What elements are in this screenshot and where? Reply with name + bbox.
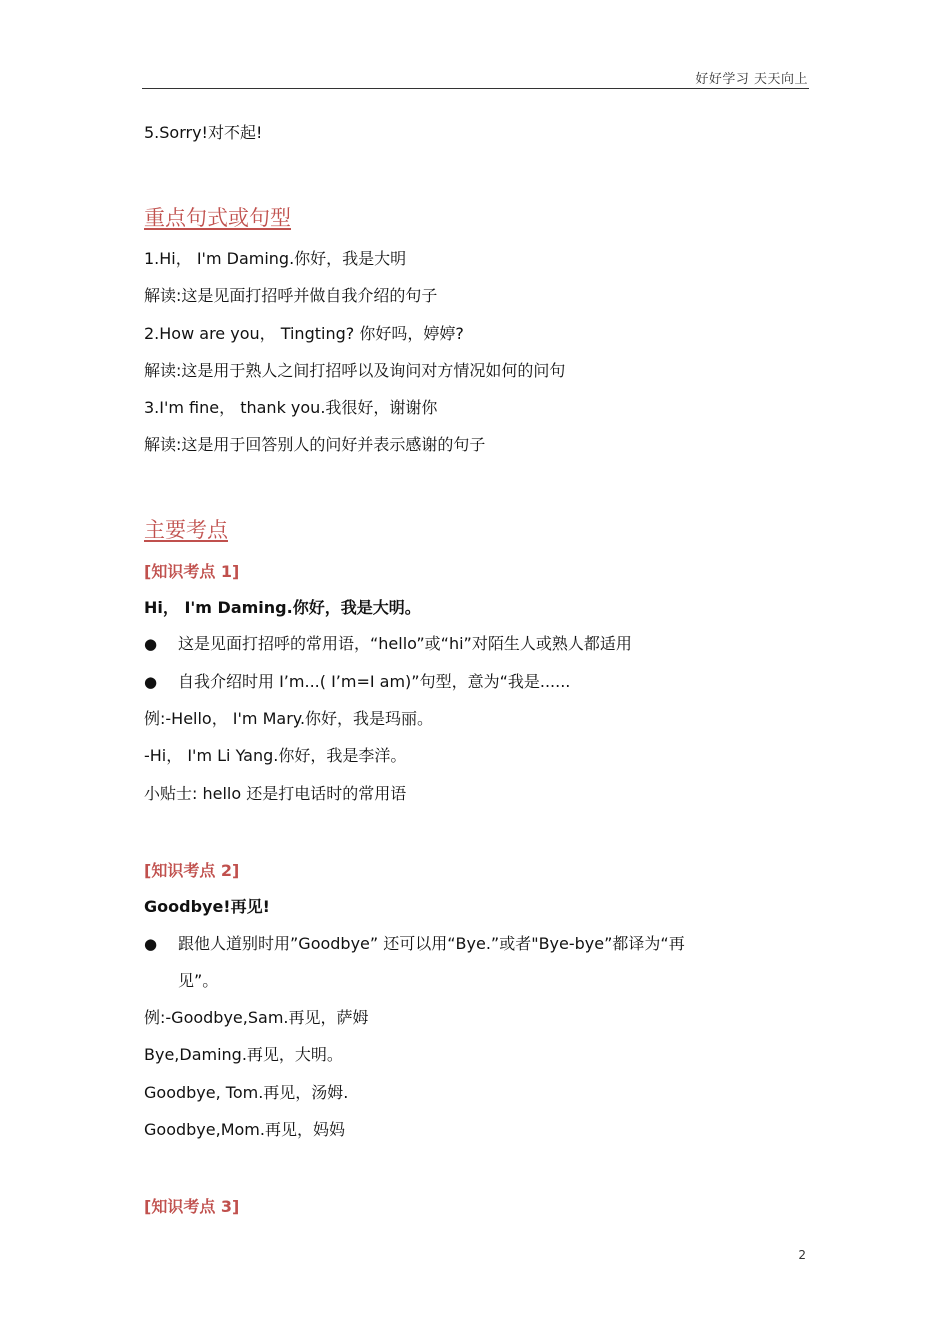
sentence-2: 2.How are you， Tingting? 你好吗，婷婷?: [144, 324, 464, 343]
bullet-text: 跟他人道别时用”Goodbye” 还可以用“Bye.”或者"Bye-bye”都译为“再: [178, 934, 685, 953]
bullet-dot-icon: ●: [144, 935, 158, 953]
point-2-bullet-continuation: 见”。: [178, 971, 219, 990]
point-2-example-1: 例:-Goodbye,Sam.再见，萨姆: [144, 1008, 369, 1027]
bullet-dot-icon: ●: [144, 635, 158, 653]
point-3-label: [知识考点 3]: [144, 1197, 240, 1216]
sentence-1: 1.Hi， I'm Daming.你好，我是大明: [144, 249, 407, 268]
point-1-tip: 小贴士: hello 还是打电话时的常用语: [144, 784, 407, 803]
point-2-label: [知识考点 2]: [144, 861, 240, 880]
heading-main-points: 主要考点: [144, 518, 228, 542]
sentence-3-note: 解读:这是用于回答别人的问好并表示感谢的句子: [144, 435, 486, 454]
point-1-example-2: -Hi， I'm Li Yang.你好，我是李洋。: [144, 746, 407, 765]
point-2-example-2: Bye,Daming.再见，大明。: [144, 1045, 343, 1064]
sorry-line: 5.Sorry!对不起!: [144, 123, 263, 142]
header-rule: [142, 88, 809, 89]
page-number: 2: [798, 1248, 806, 1262]
point-1-example-1: 例:-Hello， I'm Mary.你好，我是玛丽。: [144, 709, 434, 728]
sentence-1-note: 解读:这是见面打招呼并做自我介绍的句子: [144, 286, 438, 305]
bullet-text: 自我介绍时用 I’m...( I’m=I am)”句型，意为“我是......: [178, 672, 571, 691]
heading-key-sentences: 重点句式或句型: [144, 206, 291, 230]
header-text: 好好学习 天天向上: [695, 72, 808, 87]
point-1-label: [知识考点 1]: [144, 562, 240, 581]
point-1-title: Hi， I'm Daming.你好，我是大明。: [144, 598, 421, 617]
point-2-example-3: Goodbye, Tom.再见，汤姆.: [144, 1083, 349, 1102]
bullet-text: 这是见面打招呼的常用语，“hello”或“hi”对陌生人或熟人都适用: [178, 634, 632, 653]
sentence-2-note: 解读:这是用于熟人之间打招呼以及询问对方情况如何的问句: [144, 361, 566, 380]
point-2-title: Goodbye!再见!: [144, 897, 270, 916]
point-2-example-4: Goodbye,Mom.再见，妈妈: [144, 1120, 345, 1139]
bullet-dot-icon: ●: [144, 673, 158, 691]
sentence-3: 3.I'm fine， thank you.我很好，谢谢你: [144, 398, 438, 417]
